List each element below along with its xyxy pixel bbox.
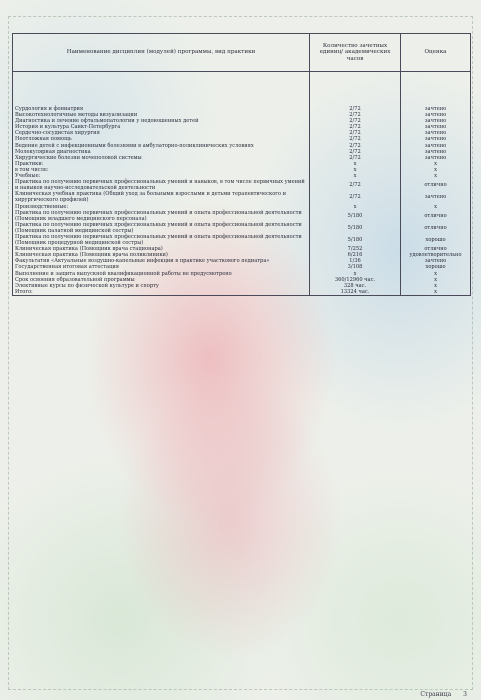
row-discipline: Практика по получению первичных профессиональных умений и опыта профессиональной деятельности (Помощник младшего медицинского персонала): [13, 210, 310, 222]
row-hours: 328 час.: [310, 283, 401, 289]
row-discipline: Сурдология и фониатрия: [13, 106, 310, 112]
row-hours: x: [310, 167, 401, 173]
row-discipline: Элективные курсы по физической культуре и спорту: [13, 283, 310, 289]
row-discipline: Срок освоения образовательной программы: [13, 277, 310, 283]
row-hours: 360/12960 час.: [310, 277, 401, 283]
row-discipline: Клиническая практика (Помощник врача стационара): [13, 246, 310, 252]
row-discipline: Сердечно-сосудистая хирургия: [13, 130, 310, 136]
row-grade: зачтено: [401, 155, 471, 161]
row-grade: зачтено: [401, 118, 471, 124]
table-body: [13, 72, 471, 296]
table-row: [13, 234, 471, 246]
row-discipline: Учебные:: [13, 173, 310, 179]
row-discipline: История и культура Санкт-Петербурга: [13, 124, 310, 130]
row-grade: зачтено: [401, 106, 471, 112]
grades-table: [12, 33, 471, 296]
row-discipline: в том числе:: [13, 167, 310, 173]
row-grade: x: [401, 167, 471, 173]
row-hours: x: [310, 173, 401, 179]
row-discipline: Факультатив «Актуальные воздушно-капельные инфекции в практике участкового педиатра»: [13, 258, 310, 264]
row-grade: отлично: [401, 222, 471, 234]
row-hours: 2/72: [310, 155, 401, 161]
row-grade: x: [401, 271, 471, 277]
row-grade: зачтено: [401, 136, 471, 142]
row-discipline: Практики:: [13, 161, 310, 167]
page-footer: [420, 691, 467, 698]
row-grade: хорошо: [401, 234, 471, 246]
row-hours: 1/36: [310, 258, 401, 264]
row-discipline: Практика по получению первичных профессиональных умений и навыков, в том числе первичных умений и навыков научно-исследовательской деятельности: [13, 179, 310, 191]
header-grade: Оценка: [401, 34, 471, 72]
row-hours: 2/72: [310, 124, 401, 130]
row-grade: отлично: [401, 179, 471, 191]
row-discipline: Выполнение и защита выпускной квалификационной работы не предусмотрено: [13, 271, 310, 277]
row-hours: 2/72: [310, 179, 401, 191]
row-grade: отлично: [401, 210, 471, 222]
row-discipline: Молекулярная диагностика: [13, 149, 310, 155]
row-hours: 2/72: [310, 118, 401, 124]
table-spacer-row: [13, 72, 471, 107]
row-grade: зачтено: [401, 112, 471, 118]
table-row: [13, 222, 471, 234]
row-hours: 2/72: [310, 136, 401, 142]
row-hours: 7/252: [310, 246, 401, 252]
row-grade: x: [401, 277, 471, 283]
page-label: Страница: [420, 691, 452, 698]
table-header-row: [13, 34, 471, 72]
row-discipline: Неотложная помощь: [13, 136, 310, 142]
row-grade: x: [401, 204, 471, 210]
table-row: [13, 191, 471, 203]
table-row: [13, 210, 471, 222]
row-grade: x: [401, 161, 471, 167]
row-grade: хорошо: [401, 264, 471, 270]
row-discipline: Практика по получению первичных профессиональных умений и опыта профессиональной деятельности (Помощник процедурной медицинской сестры): [13, 234, 310, 246]
row-grade: x: [401, 283, 471, 289]
row-hours: 2/72: [310, 112, 401, 118]
row-grade: отлично: [401, 246, 471, 252]
header-hours: Количество зачетных единиц/ академических часов: [310, 34, 401, 72]
row-hours: x: [310, 204, 401, 210]
row-discipline: Высокотехнологичные методы визуализации: [13, 112, 310, 118]
row-hours: x: [310, 271, 401, 277]
row-grade: зачтено: [401, 124, 471, 130]
row-hours: 2/72: [310, 149, 401, 155]
row-discipline: Диагностика и лечение офтальмопатологии у недоношенных детей: [13, 118, 310, 124]
row-hours: 2/72: [310, 143, 401, 149]
row-discipline: Итого:: [13, 289, 310, 296]
row-hours: 5/180: [310, 222, 401, 234]
row-grade: x: [401, 173, 471, 179]
table-row: [13, 289, 471, 296]
row-hours: 6/216: [310, 252, 401, 258]
row-hours: 3/108: [310, 264, 401, 270]
row-grade: зачтено: [401, 191, 471, 203]
row-hours: 5/180: [310, 210, 401, 222]
row-hours: 13324 час.: [310, 289, 401, 296]
row-grade: зачтено: [401, 143, 471, 149]
header-discipline: Наименование дисциплин (модулей) программы, вид практики: [13, 34, 310, 72]
row-discipline: Хирургические болезни мочеполовой системы: [13, 155, 310, 161]
row-grade: удовлетворительно: [401, 252, 471, 258]
row-hours: x: [310, 161, 401, 167]
row-hours: 5/180: [310, 234, 401, 246]
row-discipline: Государственная итоговая аттестация: [13, 264, 310, 270]
page-number: 3: [463, 691, 467, 698]
row-grade: x: [401, 289, 471, 296]
row-grade: зачтено: [401, 130, 471, 136]
row-grade: зачтено: [401, 258, 471, 264]
row-grade: зачтено: [401, 149, 471, 155]
row-discipline: Практика по получению первичных профессиональных умений и опыта профессиональной деятельности (Помощник палатной медицинской сестры): [13, 222, 310, 234]
table-row: [13, 179, 471, 191]
row-hours: 2/72: [310, 106, 401, 112]
row-discipline: Производственные:: [13, 204, 310, 210]
row-hours: 2/72: [310, 130, 401, 136]
row-hours: 2/72: [310, 191, 401, 203]
row-discipline: Клиническая учебная практика (Общий уход за больными взрослыми и детьми терапевтического и хирургического профилей): [13, 191, 310, 203]
row-discipline: Клиническая практика (Помощник врача поликлиники): [13, 252, 310, 258]
row-discipline: Ведение детей с инфекционными болезнями в амбулаторно-поликлинических условиях: [13, 143, 310, 149]
